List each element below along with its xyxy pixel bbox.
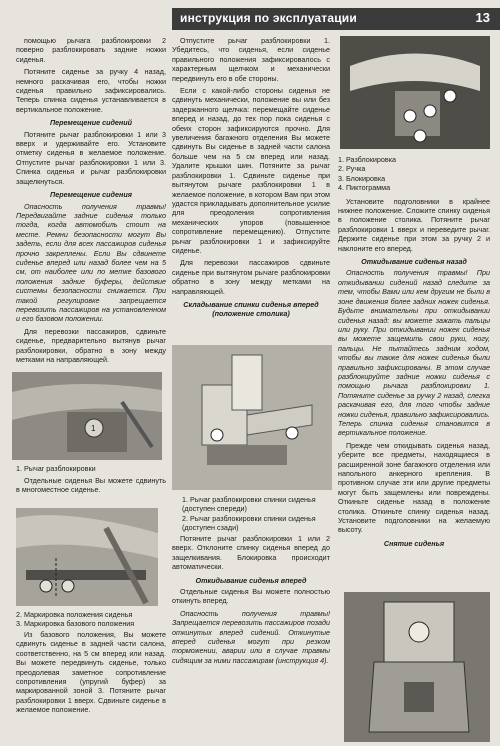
legend-list bbox=[338, 155, 490, 193]
paragraph: Установите подголовники в крайнее нижнее положение. Сложите спинку сиденья в положение столика. Потяните рычаг разблокировки 1 вверх и переведите рычаг. Держите сиденье при этом за ручку 2 и наклоните его вперед. bbox=[338, 196, 490, 253]
paragraph: Потяните рычаг разблокировки 1 или 2 вверх. Отклоните спинку сиденья вперед до защелкивания. Блокировка происходит автоматически. bbox=[172, 534, 330, 572]
figure-caption: 2. Рычаг разблокировки спинки сиденья (доступен сзади) bbox=[182, 514, 316, 533]
figure-seat-fold-forward bbox=[340, 36, 490, 149]
header-title: инструкция по эксплуатации bbox=[180, 11, 357, 25]
paragraph: Для перевозки пассажиров, сдвиньте сиденье, предварительно вытянув рычаг разблокировки, обратно в зону между метками на направляющей. bbox=[16, 326, 166, 364]
column-2-lower bbox=[172, 534, 330, 668]
page-header bbox=[172, 8, 500, 30]
figure-caption: 1. Рычаг разблокировки спинки сиденья (доступен спереди) bbox=[182, 495, 316, 514]
section-heading: Перемещение сидений bbox=[49, 118, 133, 128]
figure-caption: 1. Рычаг разблокировки bbox=[16, 464, 96, 473]
list-item: 2. Ручка bbox=[338, 164, 366, 174]
paragraph: Для перевозки пассажиров сдвиньте сиденье при вытянутом рычаге разблокировки обратно в зону между метками на направляющей. bbox=[172, 258, 330, 296]
paragraph: Отдельные сиденья Вы можете сдвинуть в многоместное сиденье. bbox=[16, 476, 166, 495]
paragraph: Потяните сиденье за ручку 4 назад, немного раскачивая его, чтобы ножки сиденья правильно зафиксировались. Теперь спинка сиденья устанавливается в вертикальное положение. bbox=[16, 67, 166, 114]
section-heading: Снятие сиденья bbox=[383, 538, 445, 548]
figure-release-lever bbox=[12, 372, 162, 460]
paragraph: Из базового положения, Вы можете сдвинуть сиденье в задней части салона, соответственно, на 5 см вперед или назад. Вы можете передвинуть сиденье, только преодолевая заметное сопротивление сопротивления (упругий буфер) за маркированной зоной 3. Потяните рычаг разблокировки 1 вверх. Сдвиньте сиденье в желаемое положение. bbox=[16, 630, 166, 715]
section-heading: Складывание спинки сиденья вперед (положение столика) bbox=[183, 299, 319, 319]
figure-table-position bbox=[172, 345, 332, 490]
seat-base-illustration bbox=[12, 372, 162, 460]
section-heading: Откидывание сиденья вперед bbox=[195, 575, 307, 585]
list-item: 4. Пиктограмма bbox=[338, 183, 391, 193]
figure-caption: 2. Маркировка положения сиденья bbox=[16, 610, 133, 619]
seat-tilt-illustration bbox=[340, 36, 490, 149]
warning-text: Опасность получения травмы! При откидывании сидений назад следите за тем, чтобы Вами или кем другим не были в зоне движения более задних ножек сиденья. Будьте внимательны при откидывании сиденья назад: вы можете зажать пальцы или руку. При откидывании ножек сиденья вы можете защемить свои руки, ногу, пальцы. Не пытайтесь задним ходом, чтобы вы также для ножек сиденья были правильно зафиксированы. В этом случае разблокируйте задние ножки сиденья с помощью рычага разблокировки 1. Потяните сиденье за ручку 2 назад, слегка раскачивая его, для того чтобы задние ножки сиденья, правильно зафиксировались. Теперь спинка сиденья становится в вертикальное положение. bbox=[338, 268, 490, 438]
column-3 bbox=[338, 155, 490, 550]
list-item: 1. Разблокировка bbox=[338, 155, 397, 164]
figure-caption: 3. Маркировка базового положения bbox=[16, 619, 135, 628]
figure-seat-rail-markings bbox=[16, 508, 158, 606]
paragraph: Отпустите рычаг разблокировки 1. Убедитесь, что сиденья, если сиденье правильного положения зафиксировалось с характерным щелчком и механически передвинуть его в обе стороны. bbox=[172, 36, 330, 83]
figure-seat-removal bbox=[344, 592, 490, 742]
seat-removal-illustration bbox=[344, 592, 490, 742]
page-number: 13 bbox=[475, 10, 490, 25]
paragraph: Если с какой-либо стороны сиденья не сдвинуть механически, положение вы или без задержанного щелчка: перемещайте сиденье вперед и назад, до тех пор пока сиденья с обеих сторон зафиксируются прочно. Для увеличения багажного отделения Вы можете сдвинуть Вы сиденье в задней части салона больше чем на 5 см вперед или назад. Удалите крышки шин. Потяните за рычаг разблокировки 1. Сдвиньте сиденье при вытянутом рычаге разблокировки 1 в желаемое положение, в котором Вам при этом удастся прикладывать дополнительное усилие для преодоления сопротивления механических упоров (повышенное сопротивление перемещению). Отпустите рычаг разблокировки 1 и зафиксируйте сиденье. bbox=[172, 86, 330, 255]
section-heading: Откидывание сиденья назад bbox=[361, 257, 467, 267]
folded-seat-illustration bbox=[172, 345, 332, 490]
paragraph: Отдельные сиденья Вы можете полностью откинуть вперед. bbox=[172, 587, 330, 606]
paragraph: помощью рычага разблокировки 2 поверно разблокировать задние ножки сиденья. bbox=[16, 36, 166, 64]
column-1 bbox=[16, 36, 166, 367]
list-item: 3. Блокировка bbox=[338, 173, 386, 183]
rail-illustration bbox=[16, 508, 158, 606]
svg-text:1: 1 bbox=[91, 424, 96, 433]
warning-text: Опасность получения травмы! Запрещается перевозить пассажиров позади откинутых вперед сидений. Откинутые вперед сиденья могут при резком торможении, аварии или в случае травмы сидящим за ними пассажирам (инструкция 4). bbox=[172, 608, 330, 665]
warning-text: Опасность получения травмы! Передвигайте задние сиденья только тогда, когда автомобиль стоит на месте. Ремни безопасности могут Вы задеть, если для всех пассажиров сиденья прочно закреплены. Если Вы сдвинете сиденье вперед или назад более чем на 5 см, от наиболее или по метке базового положения задние буферы, действие системы безопасности снижается. При такой регулировке запрещается перевозить пассажиров на установленном и его базовом положении. bbox=[16, 201, 166, 324]
paragraph: Прежде чем откидывать сиденья назад, уберите все предметы, находящиеся в расширенной зоне багажного отделения или напольного анкерного крепления. В противном случае эти или другие предметы могут быть защемлены или повреждены. Откиньте сиденье назад в положение столика. Откиньте спинку сиденья назад. Установите подголовники на желаемую высоту. bbox=[338, 440, 490, 535]
paragraph: Потяните рычаг разблокировки 1 или 3 вверх и удерживайте его. Установите отметку сиденья в желаемое положение. Отпустите рычаг разблокировки 1 или 3. Спинка сиденья и рычаг разблокировки защелкнуться. bbox=[16, 129, 166, 186]
column-2 bbox=[172, 36, 330, 321]
section-heading: Перемещение сидения bbox=[50, 190, 132, 200]
